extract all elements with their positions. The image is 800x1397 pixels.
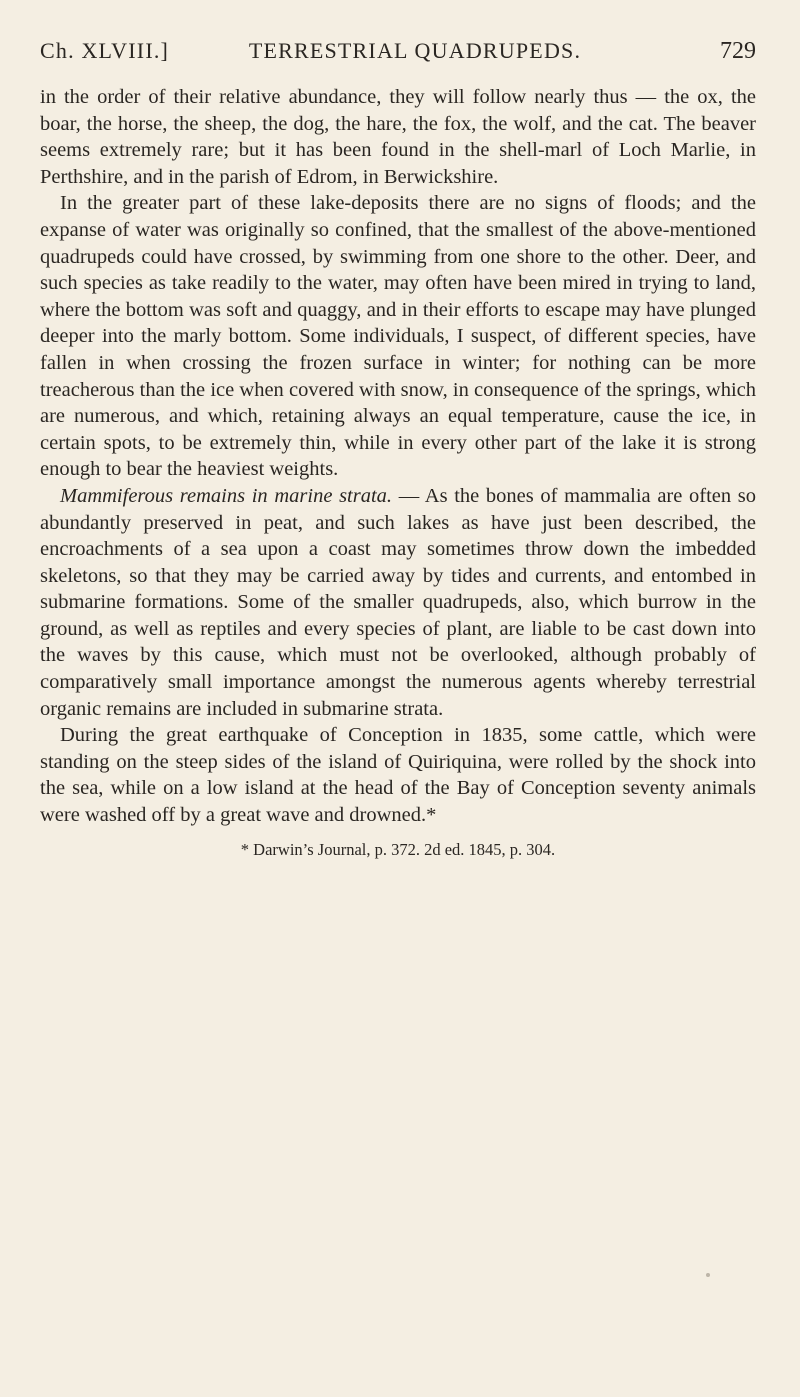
footnote: * Darwin’s Journal, p. 372. 2d ed. 1845, p. 304. xyxy=(240,839,556,859)
paragraph-lake-deposits: In the greater part of these lake-deposits there are no signs of floods; and the expanse of water was originally so confined, that the smallest of the above-mentioned quadrupeds could have crossed, by swimming from one shore to the other. Deer, and such species as take readily to the water, may often have been mired in trying to land, where the bottom was soft and quaggy, and in their efforts to escape may have plunged deeper into the marly bottom. Some individuals, I suspect, of different species, have fallen in when crossing the frozen surface in winter; for nothing can be more treacherous than the ice when covered with snow, in consequence of the springs, which are numerous, and which, retaining always an equal temperature, cause the ice, in certain spots, to be extremely thin, while in every other part of the lake it is strong enough to bear the heaviest weights. xyxy=(40,192,756,481)
paragraph-earthquake: During the great earthquake of Conception in 1835, some cattle, which were standing on the steep sides of the island of Quiriquina, were rolled by the shock into the sea, while on a low island at the head of the Bay of Conception seventy animals were washed off by a great wave and drowned.* xyxy=(40,724,756,827)
page-number: 729 xyxy=(720,38,756,64)
section-heading: Mammiferous remains in marine strata. xyxy=(60,484,393,507)
page-speck xyxy=(706,1273,710,1277)
paragraph-continuation: in the order of their relative abundance, they will follow nearly thus — the ox, the boar, the horse, the sheep, the dog, the hare, the fox, the wolf, and the cat. The beaver seems extremely rare; but it has been found in the shell-marl of Loch Marlie, in Perthshire, and in the parish of Edrom, in Berwickshire. xyxy=(40,86,756,188)
paragraph-marine-strata xyxy=(40,483,756,722)
chapter-reference: Ch. XLVIII.] xyxy=(40,38,170,63)
paragraph-marine-strata-text: — As the bones of mammalia are often so abundantly preserved in peat, and such lakes as have just been described, the encroachments of a sea upon a coast may sometimes throw down the imbedded skeletons, so that they may be carried away by tides and currents, and entombed in submarine formations. Some of the smaller quadrupeds, also, which burrow in the ground, as well as reptiles and every species of plant, are liable to be cast down into the waves by this cause, which must not be overlooked, although probably of comparatively small importance amongst the numerous agents whereby terrestrial organic remains are included in submarine strata. xyxy=(40,484,757,720)
body-text xyxy=(40,84,756,861)
running-head xyxy=(40,38,756,70)
page-heading: TERRESTRIAL QUADRUPEDS. xyxy=(248,38,582,63)
